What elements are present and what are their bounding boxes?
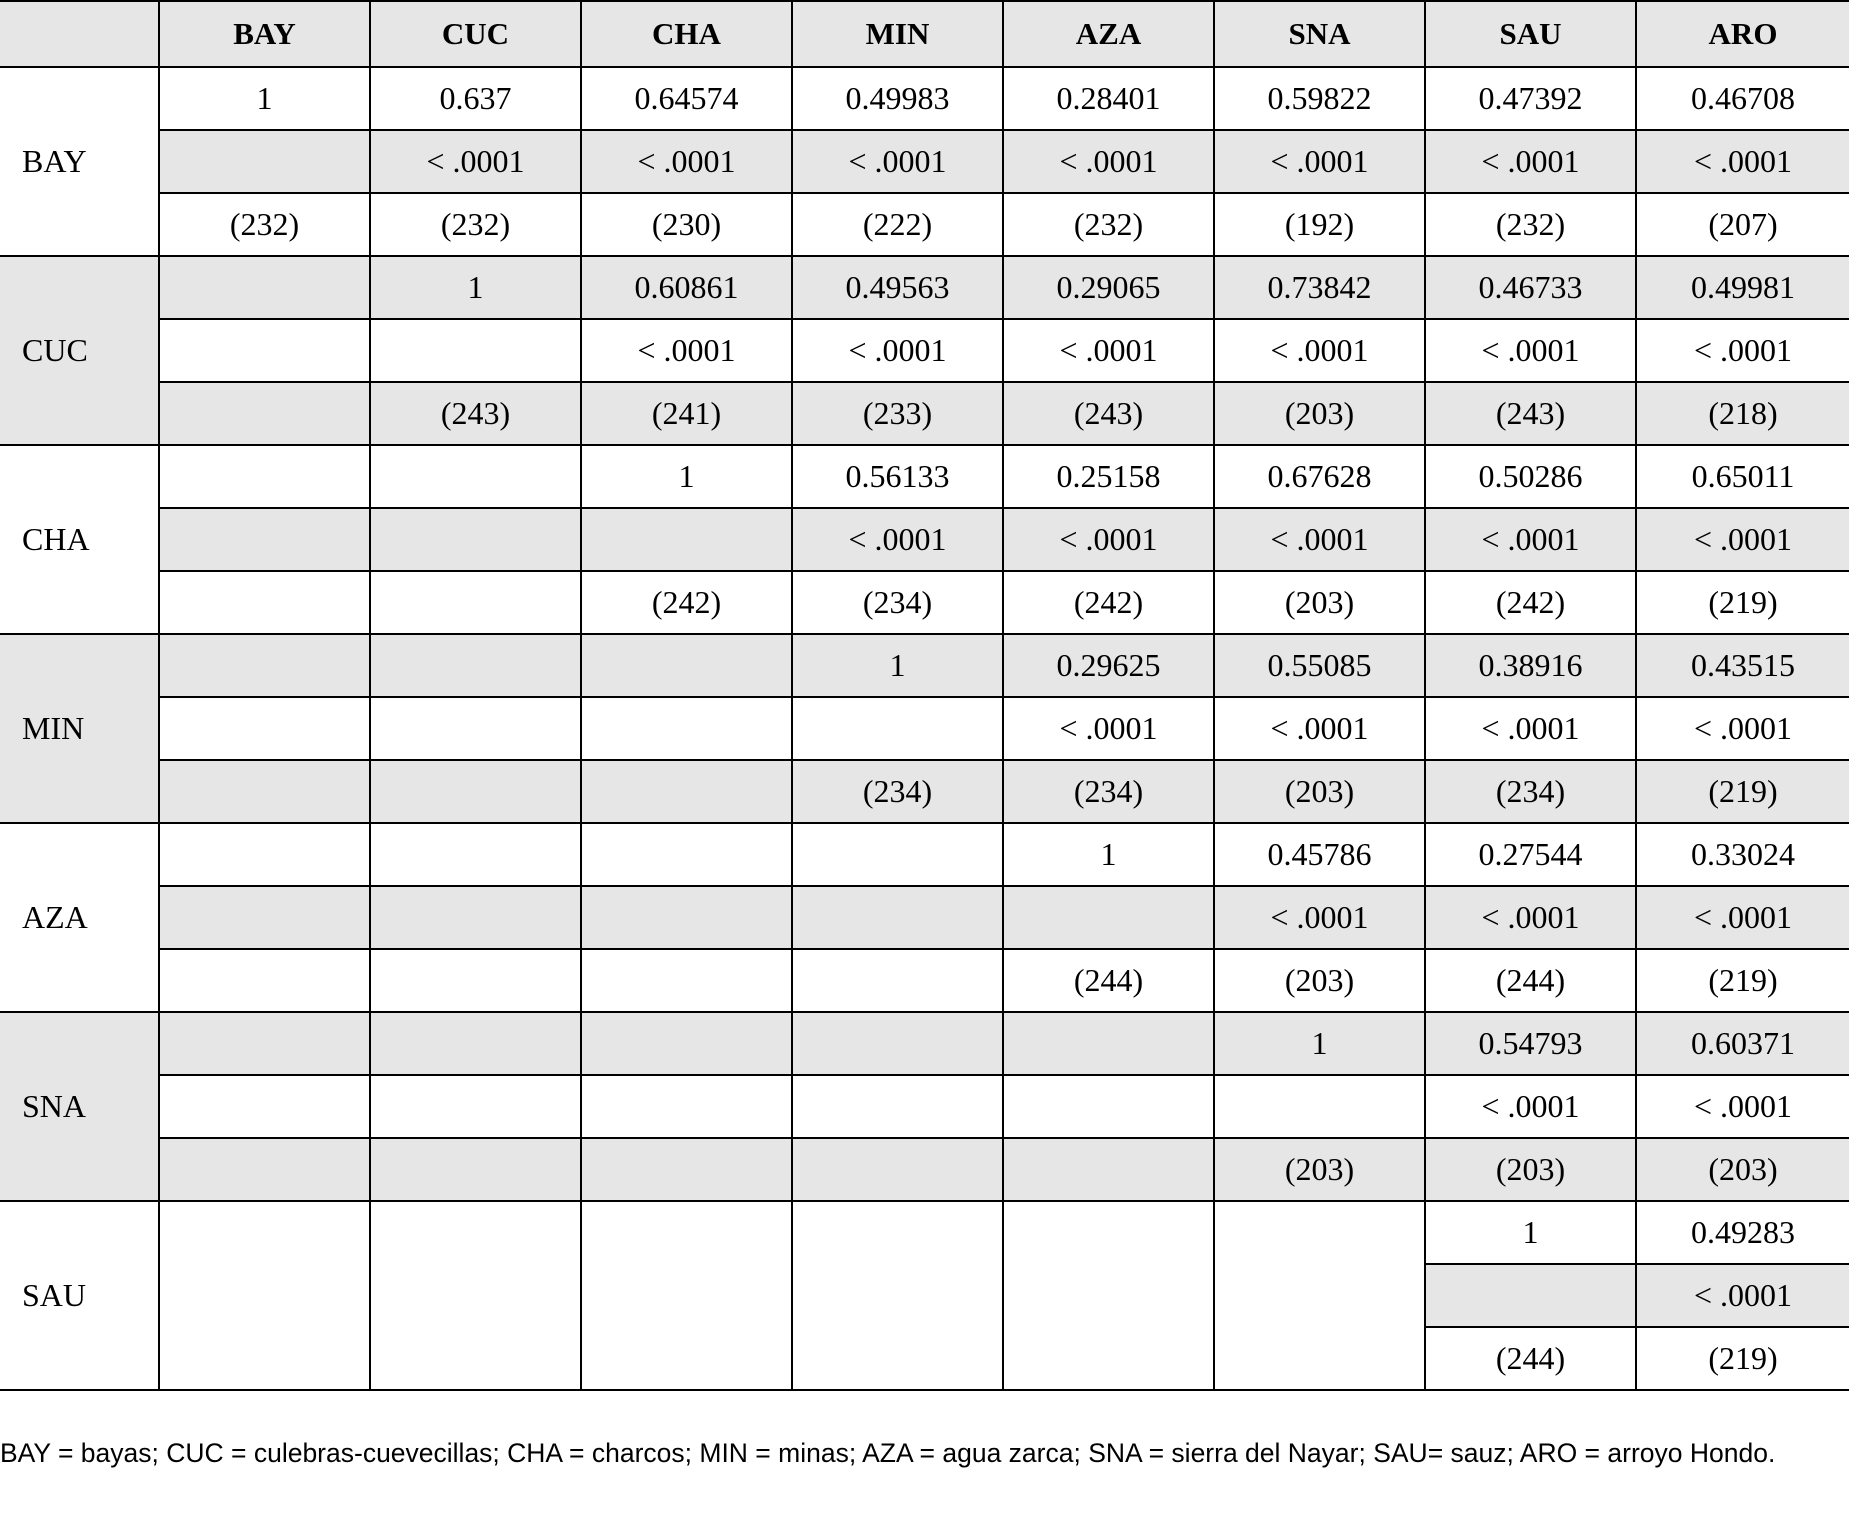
sample-size-cell: (234) <box>793 761 1004 824</box>
sample-size-cell: (232) <box>1426 194 1637 257</box>
sample-size-cell: (234) <box>1426 761 1637 824</box>
coefficient-cell <box>582 1013 793 1076</box>
sample-size-cell: (244) <box>1004 950 1215 1013</box>
p-value-cell <box>1215 1076 1426 1139</box>
p-value-cell <box>160 698 371 761</box>
sample-size-cell: (242) <box>1426 572 1637 635</box>
coefficient-cell: 0.49983 <box>793 68 1004 131</box>
p-value-cell <box>371 509 582 572</box>
sample-size-cell: (219) <box>1637 761 1849 824</box>
row-header-bay: BAY <box>0 68 160 257</box>
p-value-cell: < .0001 <box>582 131 793 194</box>
coefficient-cell: 0.46733 <box>1426 257 1637 320</box>
coefficient-cell: 0.67628 <box>1215 446 1426 509</box>
p-value-cell: < .0001 <box>793 509 1004 572</box>
p-value-cell: < .0001 <box>582 320 793 383</box>
coefficient-cell: 1 <box>1426 1202 1637 1265</box>
sample-size-cell <box>160 383 371 446</box>
p-value-cell: < .0001 <box>1004 320 1215 383</box>
p-value-cell: < .0001 <box>1637 509 1849 572</box>
coefficient-cell: 0.50286 <box>1426 446 1637 509</box>
coefficient-cell: 0.46708 <box>1637 68 1849 131</box>
coefficient-cell: 1 <box>1004 824 1215 887</box>
sample-size-cell: (234) <box>1004 761 1215 824</box>
sample-size-cell: (232) <box>371 194 582 257</box>
p-value-cell: < .0001 <box>1637 131 1849 194</box>
coefficient-cell: 0.60861 <box>582 257 793 320</box>
sample-size-cell: (203) <box>1637 1139 1849 1202</box>
sample-size-cell: (244) <box>1426 950 1637 1013</box>
sample-size-cell: (242) <box>582 572 793 635</box>
sample-size-cell <box>793 950 1004 1013</box>
coefficient-cell <box>582 824 793 887</box>
p-value-cell: < .0001 <box>1637 1265 1849 1328</box>
coefficient-cell: 0.28401 <box>1004 68 1215 131</box>
sample-size-cell: (243) <box>1426 383 1637 446</box>
coefficient-cell: 0.56133 <box>793 446 1004 509</box>
p-value-cell <box>160 1076 371 1139</box>
p-value-cell: < .0001 <box>1637 887 1849 950</box>
row-header-cha: CHA <box>0 446 160 635</box>
column-header-cuc: CUC <box>371 0 582 68</box>
p-value-cell <box>371 698 582 761</box>
p-value-cell: < .0001 <box>1426 887 1637 950</box>
sample-size-cell <box>582 950 793 1013</box>
p-value-cell: < .0001 <box>1426 1076 1637 1139</box>
p-value-cell: < .0001 <box>371 131 582 194</box>
p-value-cell <box>371 887 582 950</box>
p-value-cell: < .0001 <box>1215 698 1426 761</box>
coefficient-cell: 0.29625 <box>1004 635 1215 698</box>
sample-size-cell: (192) <box>1215 194 1426 257</box>
p-value-cell <box>582 887 793 950</box>
coefficient-cell: 1 <box>371 257 582 320</box>
coefficient-cell <box>1004 1013 1215 1076</box>
column-header-cha: CHA <box>582 0 793 68</box>
sample-size-cell: (219) <box>1637 1328 1849 1391</box>
p-value-cell <box>582 509 793 572</box>
p-value-cell <box>160 131 371 194</box>
p-value-cell: < .0001 <box>1426 698 1637 761</box>
empty-cell <box>1004 1202 1215 1391</box>
coefficient-cell <box>160 635 371 698</box>
sample-size-cell: (203) <box>1215 572 1426 635</box>
p-value-cell <box>371 320 582 383</box>
sample-size-cell <box>371 572 582 635</box>
p-value-cell: < .0001 <box>1004 131 1215 194</box>
sample-size-cell <box>371 950 582 1013</box>
sample-size-cell: (230) <box>582 194 793 257</box>
sample-size-cell <box>371 1139 582 1202</box>
p-value-cell <box>793 1076 1004 1139</box>
coefficient-cell <box>793 1013 1004 1076</box>
sample-size-cell: (234) <box>793 572 1004 635</box>
p-value-cell: < .0001 <box>1215 320 1426 383</box>
coefficient-cell: 0.49981 <box>1637 257 1849 320</box>
column-header-sna: SNA <box>1215 0 1426 68</box>
coefficient-cell: 0.60371 <box>1637 1013 1849 1076</box>
sample-size-cell <box>793 1139 1004 1202</box>
p-value-cell <box>371 1076 582 1139</box>
coefficient-cell: 0.43515 <box>1637 635 1849 698</box>
column-header-bay: BAY <box>160 0 371 68</box>
sample-size-cell: (232) <box>1004 194 1215 257</box>
coefficient-cell: 0.45786 <box>1215 824 1426 887</box>
empty-cell <box>371 1202 582 1391</box>
sample-size-cell: (218) <box>1637 383 1849 446</box>
empty-cell <box>160 1202 371 1391</box>
empty-cell <box>582 1202 793 1391</box>
table-corner-cell <box>0 0 160 68</box>
row-header-aza: AZA <box>0 824 160 1013</box>
p-value-cell: < .0001 <box>1426 320 1637 383</box>
coefficient-cell: 0.65011 <box>1637 446 1849 509</box>
sample-size-cell: (242) <box>1004 572 1215 635</box>
column-header-aza: AZA <box>1004 0 1215 68</box>
coefficient-cell: 0.73842 <box>1215 257 1426 320</box>
coefficient-cell <box>160 1013 371 1076</box>
coefficient-cell: 1 <box>1215 1013 1426 1076</box>
coefficient-cell: 0.47392 <box>1426 68 1637 131</box>
coefficient-cell <box>160 824 371 887</box>
row-header-min: MIN <box>0 635 160 824</box>
p-value-cell: < .0001 <box>1004 509 1215 572</box>
p-value-cell: < .0001 <box>1637 698 1849 761</box>
column-header-sau: SAU <box>1426 0 1637 68</box>
sample-size-cell: (203) <box>1215 383 1426 446</box>
p-value-cell <box>793 887 1004 950</box>
sample-size-cell <box>160 950 371 1013</box>
p-value-cell: < .0001 <box>1637 320 1849 383</box>
p-value-cell: < .0001 <box>1215 131 1426 194</box>
coefficient-cell <box>371 1013 582 1076</box>
table-footnote: BAY = bayas; CUC = culebras-cuevecillas; CHA = charcos; MIN = minas; AZA = agua zarca; SNA = sierra del Nayar; SAU= sauz; ARO = arroyo Hondo. <box>0 1438 1776 1468</box>
coefficient-cell <box>371 824 582 887</box>
coefficient-cell: 0.49283 <box>1637 1202 1849 1265</box>
p-value-cell <box>1004 1076 1215 1139</box>
p-value-cell: < .0001 <box>793 320 1004 383</box>
coefficient-cell <box>371 635 582 698</box>
sample-size-cell <box>160 1139 371 1202</box>
p-value-cell: < .0001 <box>1215 887 1426 950</box>
coefficient-cell <box>160 257 371 320</box>
p-value-cell: < .0001 <box>1637 1076 1849 1139</box>
coefficient-cell <box>160 446 371 509</box>
p-value-cell <box>793 698 1004 761</box>
coefficient-cell: 1 <box>160 68 371 131</box>
sample-size-cell: (243) <box>371 383 582 446</box>
sample-size-cell: (243) <box>1004 383 1215 446</box>
sample-size-cell <box>1004 1139 1215 1202</box>
sample-size-cell: (207) <box>1637 194 1849 257</box>
p-value-cell: < .0001 <box>1426 131 1637 194</box>
sample-size-cell <box>582 761 793 824</box>
row-header-cuc: CUC <box>0 257 160 446</box>
sample-size-cell: (232) <box>160 194 371 257</box>
coefficient-cell: 0.33024 <box>1637 824 1849 887</box>
coefficient-cell: 0.38916 <box>1426 635 1637 698</box>
p-value-cell <box>1426 1265 1637 1328</box>
empty-cell <box>793 1202 1004 1391</box>
empty-cell <box>1215 1202 1426 1391</box>
coefficient-cell: 1 <box>582 446 793 509</box>
coefficient-cell <box>793 824 1004 887</box>
coefficient-cell: 0.49563 <box>793 257 1004 320</box>
coefficient-cell: 1 <box>793 635 1004 698</box>
p-value-cell <box>1004 887 1215 950</box>
coefficient-cell: 0.64574 <box>582 68 793 131</box>
p-value-cell: < .0001 <box>1215 509 1426 572</box>
row-header-sna: SNA <box>0 1013 160 1202</box>
column-header-min: MIN <box>793 0 1004 68</box>
coefficient-cell: 0.55085 <box>1215 635 1426 698</box>
p-value-cell: < .0001 <box>1426 509 1637 572</box>
coefficient-cell: 0.29065 <box>1004 257 1215 320</box>
coefficient-cell: 0.25158 <box>1004 446 1215 509</box>
sample-size-cell <box>582 1139 793 1202</box>
sample-size-cell: (241) <box>582 383 793 446</box>
sample-size-cell: (222) <box>793 194 1004 257</box>
coefficient-cell <box>582 635 793 698</box>
coefficient-cell: 0.27544 <box>1426 824 1637 887</box>
sample-size-cell: (203) <box>1215 1139 1426 1202</box>
p-value-cell <box>160 509 371 572</box>
sample-size-cell <box>160 572 371 635</box>
coefficient-cell <box>371 446 582 509</box>
coefficient-cell: 0.59822 <box>1215 68 1426 131</box>
p-value-cell: < .0001 <box>793 131 1004 194</box>
sample-size-cell: (244) <box>1426 1328 1637 1391</box>
coefficient-cell: 0.637 <box>371 68 582 131</box>
sample-size-cell: (233) <box>793 383 1004 446</box>
p-value-cell <box>160 320 371 383</box>
sample-size-cell <box>371 761 582 824</box>
column-header-aro: ARO <box>1637 0 1849 68</box>
sample-size-cell: (203) <box>1215 950 1426 1013</box>
coefficient-cell: 0.54793 <box>1426 1013 1637 1076</box>
p-value-cell <box>160 887 371 950</box>
sample-size-cell: (219) <box>1637 950 1849 1013</box>
row-header-sau: SAU <box>0 1202 160 1391</box>
sample-size-cell <box>160 761 371 824</box>
sample-size-cell: (203) <box>1426 1139 1637 1202</box>
sample-size-cell: (203) <box>1215 761 1426 824</box>
p-value-cell <box>582 1076 793 1139</box>
p-value-cell <box>582 698 793 761</box>
p-value-cell: < .0001 <box>1004 698 1215 761</box>
sample-size-cell: (219) <box>1637 572 1849 635</box>
